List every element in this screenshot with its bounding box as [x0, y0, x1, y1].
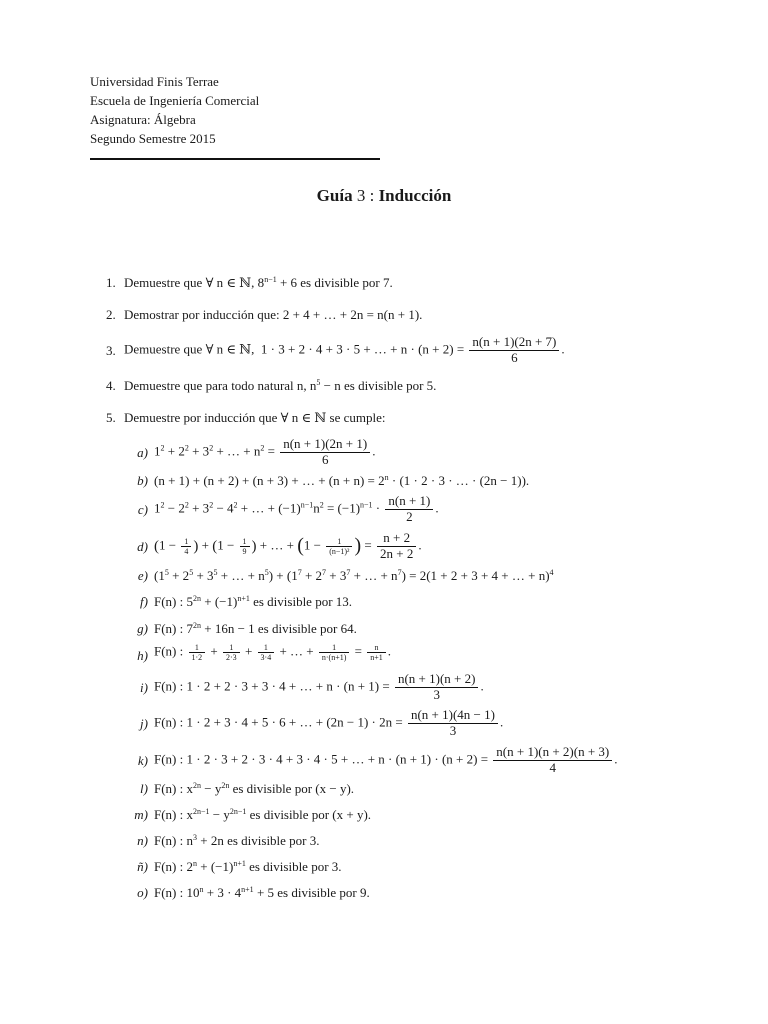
fraction: $\frac{1}{n\cdot(n+1)}$ [319, 643, 350, 662]
problem-number: 5. [106, 410, 116, 425]
fraction: $\frac{n(n + 1)(n + 2)}{3}$ [395, 672, 478, 703]
header-divider [90, 158, 380, 160]
subproblem-text: (1 − $\frac{1}{4}$ ) + (1 − $\frac{1}{9}$ ) + … + (1 − $\frac{1}{\text{(n−1)²}}$ ) = $\frac{n + 2}{2n + 2}$ . [154, 530, 422, 561]
subproblem-label: h) [137, 648, 148, 663]
subproblem-text: F(n) : 1 · 2 · 3 + 2 · 3 · 4 + 3 · 4 · 5 + … + n · (n + 1) · (n + 2) = $\frac{n(n + 1)(n + 2)(n + 3)}{4}$ . [154, 744, 618, 775]
problem-text: Demuestre que ∀ n ∈ ℕ, 1 · 3 + 2 · 4 + 3 · 5 + … + n · (n + 2) = $\frac{n(n + 1)(2n + 7)}{6}$ . [124, 334, 565, 365]
problem-number: 4. [106, 378, 116, 393]
problem-text: Demuestre por inducción que ∀ n ∈ ℕ se cumple: [124, 410, 386, 425]
subproblem-label: j) [140, 716, 148, 731]
subproblem-text: F(n) : $2^n + (-1)^{n+1}$ es divisible por 3. [154, 859, 342, 874]
title-word: Guía [316, 186, 353, 205]
fraction: $\frac{n}{n+1}$ [367, 643, 386, 662]
title-number: 3 [356, 186, 366, 205]
fraction: $\frac{n(n + 1)(2n + 7)}{6}$ [469, 335, 559, 366]
subproblem-text: F(n) : $\frac{1}{1\cdot 2}$ + $\frac{1}{2\cdot 3}$ + $\frac{1}{3\cdot 4}$ + … + $\frac{1}{n\cdot(n+1)}$ = $\frac{n}{n+1}$ . [154, 643, 391, 663]
fraction: $\frac{n(n + 1)(4n - 1)}{3}$ [408, 708, 498, 739]
subproblem-label: k) [137, 753, 148, 768]
fraction: $\frac{1}{2\cdot 3}$ [223, 643, 240, 662]
problem-text: Demuestre que para todo natural n, $n^5 - n$ es divisible por 5. [124, 378, 437, 393]
fraction: $\frac{1}{1\cdot 2}$ [189, 643, 206, 662]
subproblem-text: F(n) : 1 · 2 + 2 · 3 + 3 · 4 + … + n · (n + 1) = $\frac{n(n + 1)(n + 2)}{3}$ . [154, 671, 484, 702]
subproblem-text: ($1^5 + 2^5 + 3^5$ + … + $n^5) + (1^7 + 2^7 + 3^7$ + … + $n^7) = 2(1 + 2 + 3 + 4$ + … + n)$^4$ [154, 568, 554, 583]
subproblem-text: F(n) : $x^{2n-1} - y^{2n-1}$ es divisible por (x + y). [154, 807, 372, 822]
subproblem-text: $1^2 - 2^2 + 3^2 - 4^2$ + … + $(-1)^{n-1}n^2 = (-1)^{n-1}$ · $\frac{n(n + 1)}{2}$ . [154, 493, 439, 524]
title-topic: Inducción [378, 186, 452, 205]
subproblem-text: F(n) : $7^{2n} + 16n - 1$ es divisible por 64. [154, 621, 357, 636]
subproblem-label: a) [137, 445, 148, 460]
fraction: $\frac{1}{3\cdot 4}$ [258, 643, 275, 662]
fraction: $\frac{n(n + 1)(2n + 1)}{6}$ [280, 437, 370, 468]
subproblem-text: (n + 1) + (n + 2) + (n + 3) + … + $(n + n) = 2^n \cdot (1 \cdot 2 \cdot 3$ · … · (2n − 1)). [154, 473, 530, 488]
subproblem-label: d) [137, 539, 148, 554]
fraction: $\frac{1}{9}$ [240, 537, 250, 556]
title-separator: : [365, 186, 379, 205]
fraction: $\frac{1}{\text{(n−1)²}}$ [326, 537, 352, 556]
subproblem-text: F(n) : 1 · 2 + 3 · 4 + 5 · 6 + … + (2n − 1) · 2n = $\frac{n(n + 1)(4n - 1)}{3}$ . [154, 707, 504, 738]
problem-number: 3. [106, 343, 116, 358]
subproblem-text: F(n) : $10^n + 3 \cdot 4^{n+1} + 5$ es divisible por 9. [154, 885, 370, 900]
subproblem-label: c) [137, 502, 148, 517]
university-name: Universidad Finis Terrae [90, 74, 219, 89]
subproblem-label: i) [140, 680, 148, 695]
subproblem-label: o) [137, 885, 148, 900]
fraction: $\frac{n + 2}{2n + 2}$ [377, 531, 416, 562]
problem-number: 1. [106, 275, 116, 290]
course-name: Asignatura: Álgebra [90, 112, 196, 127]
fraction: $\frac{n(n + 1)(n + 2)(n + 3)}{4}$ [493, 745, 612, 776]
subproblem-text: F(n) : $x^{2n} - y^{2n}$ es divisible por (x − y). [154, 781, 355, 796]
subproblem-label: ñ) [137, 859, 148, 874]
page-title [0, 186, 768, 206]
subproblem-text: F(n) : $n^3 + 2n$ es divisible por 3. [154, 833, 320, 848]
subproblem-label: f) [140, 594, 148, 609]
problem-text: Demostrar por inducción que: 2 + 4 + … + 2n = n(n + 1). [124, 307, 423, 322]
subproblem-text: F(n) : $5^{2n} + (-1)^{n+1}$ es divisible por 13. [154, 594, 353, 609]
semester: Segundo Semestre 2015 [90, 131, 216, 146]
school-name: Escuela de Ingeniería Comercial [90, 93, 260, 108]
fraction: $\frac{n(n + 1)}{2}$ [385, 494, 433, 525]
problem-number: 2. [106, 307, 116, 322]
subproblem-label: b) [137, 473, 148, 488]
course-header [90, 72, 259, 148]
subproblem-label: g) [137, 621, 148, 636]
subproblem-label: n) [137, 833, 148, 848]
subproblem-label: e) [137, 568, 148, 583]
problem-text: Demuestre que ∀ n ∈ ℕ, $8^{n-1} + 6$ es divisible por 7. [124, 275, 393, 290]
subproblem-label: l) [140, 781, 148, 796]
subproblem-text: $1^2 + 2^2 + 3^2$ + … + $n^2$ = $\frac{n(n + 1)(2n + 1)}{6}$ . [154, 436, 376, 467]
fraction: $\frac{1}{4}$ [181, 537, 191, 556]
subproblem-label: m) [134, 807, 148, 822]
